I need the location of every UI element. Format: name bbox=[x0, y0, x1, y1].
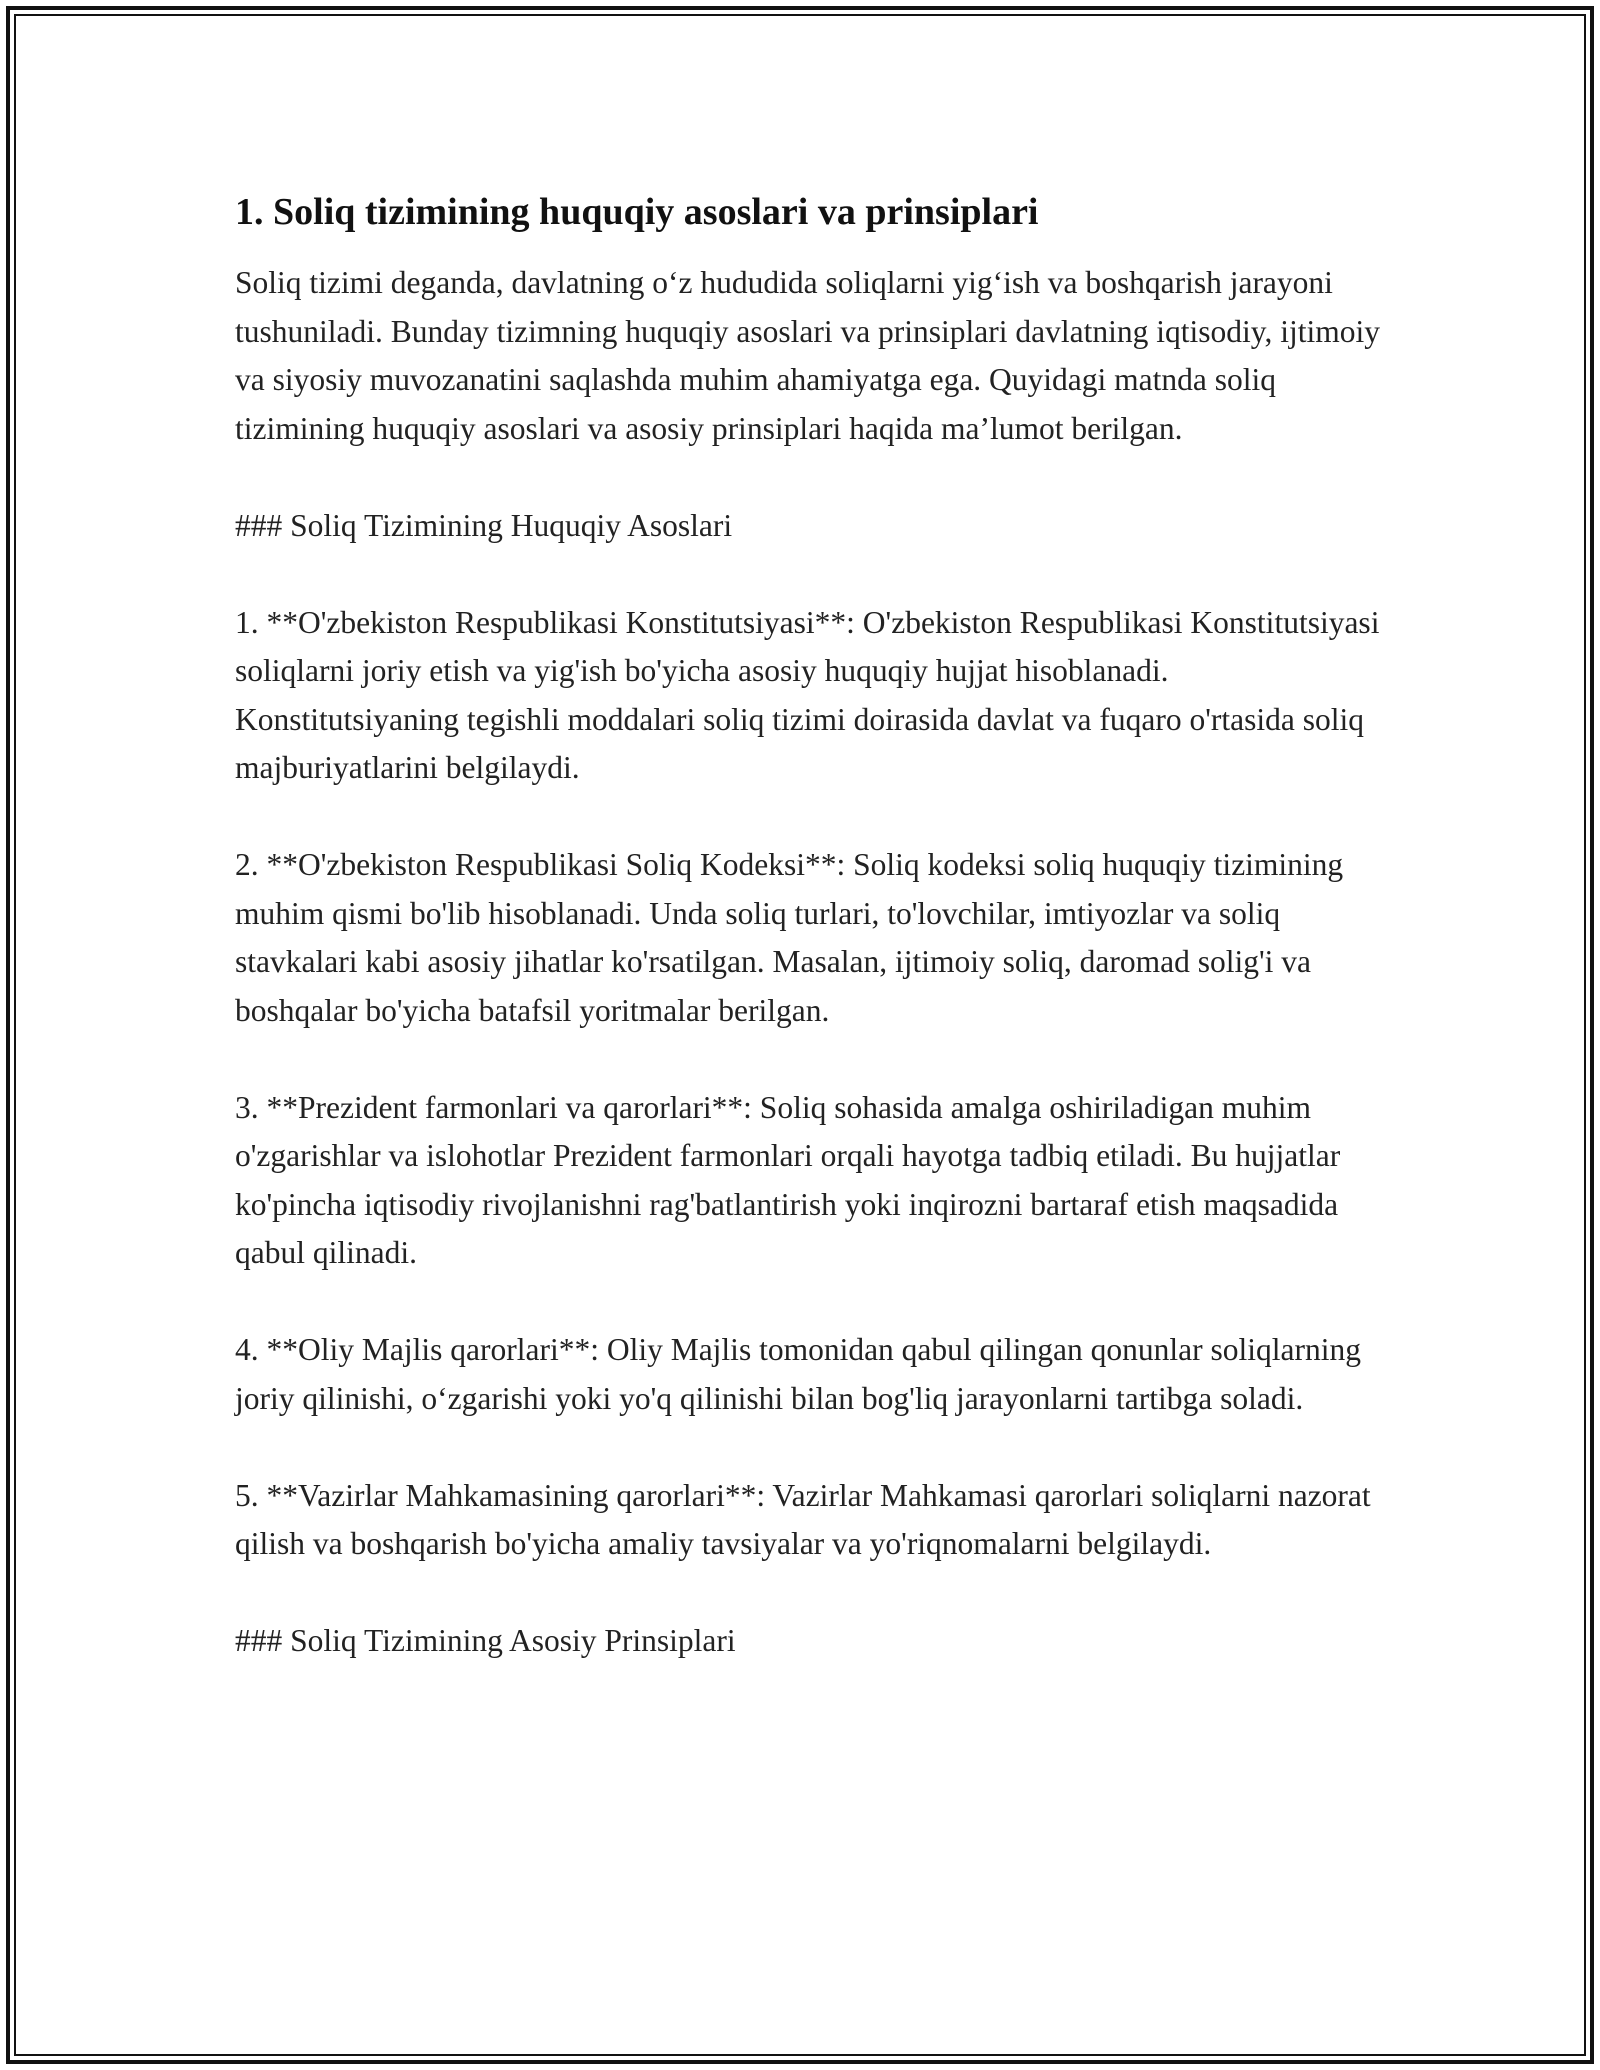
list-item-oliy-majlis: 4. **Oliy Majlis qarorlari**: Oliy Majlis tomonidan qabul qilingan qonunlar soliqlarning joriy qilinishi, o‘zgarishi yoki yo'q qilinishi bilan bog'liq jarayonlarni tartibga soladi. bbox=[235, 1332, 1361, 1416]
list-item-tax-code: 2. **O'zbekiston Respublikasi Soliq Kodeksi**: Soliq kodeksi soliq huquqiy tizimining muhim qismi bo'lib hisoblanadi. Unda soliq turlari, to'lovchilar, imtiyozlar va soliq stavkalari kabi asosiy jihatlar ko'rsatilgan. Masalan, ijtimoiy soliq, daromad solig'i va boshqalar bo'yicha batafsil yoritmalar berilgan. bbox=[235, 847, 1344, 1028]
list-item-cabinet-resolutions: 5. **Vazirlar Mahkamasining qarorlari**: Vazirlar Mahkamasi qarorlari soliqlarni nazorat qilish va boshqarish bo'yicha amaliy tavsiyalar va yo'riqnomalarni belgilaydi. bbox=[235, 1477, 1371, 1561]
document-body bbox=[235, 188, 1380, 1666]
section-heading-legal-bases: ### Soliq Tizimining Huquqiy Asoslari bbox=[235, 507, 733, 543]
document-title: 1. Soliq tizimining huquqiy asoslari va prinsiplari bbox=[235, 191, 1039, 233]
section-heading-principles: ### Soliq Tizimining Asosiy Prinsiplari bbox=[235, 1623, 736, 1658]
intro-paragraph: Soliq tizimi deganda, davlatning o‘z hududida soliqlarni yig‘ish va boshqarish jarayoni tushuniladi. Bunday tizimning huquqiy asoslari va prinsiplari davlatning iqtisodiy, ijtimoiy va siyosiy muvozanatini saqlashda muhim ahamiyatga ega. Quyidagi matnda soliq tizimining huquqiy asoslari va asosiy prinsiplari haqida ma’lumot berilgan. bbox=[235, 265, 1380, 446]
list-item-constitution: 1. **O'zbekiston Respublikasi Konstitutsiyasi**: O'zbekiston Respublikasi Konstitutsiyasi soliqlarni joriy etish va yig'ish bo'yicha asosiy huquqiy hujjat hisoblanadi. Konstitutsiyaning tegishli moddalari soliq tizimi doirasida davlat va fuqaro o'rtasida soliq majburiyatlarini belgilaydi. bbox=[235, 604, 1380, 785]
list-item-presidential-decrees: 3. **Prezident farmonlari va qarorlari**: Soliq sohasida amalga oshiriladigan muhim o'zgarishlar va islohotlar Prezident farmonlari orqali hayotga tadbiq etiladi. Bu hujjatlar ko'pincha iqtisodiy rivojlanishni rag'batlantirish yoki inqirozni bartaraf etish maqsadida qabul qilinadi. bbox=[235, 1089, 1341, 1270]
